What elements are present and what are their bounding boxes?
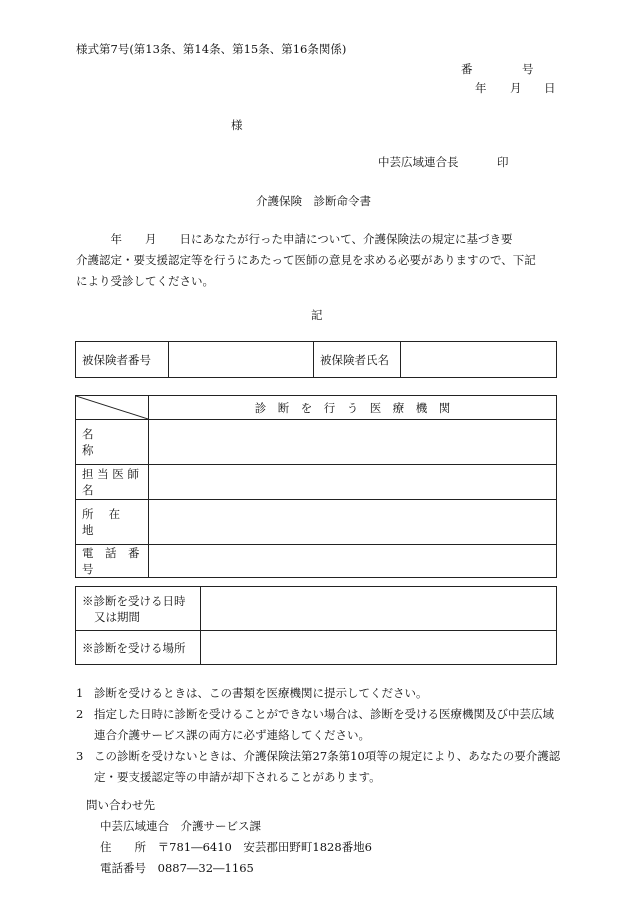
note-item <box>74 746 564 788</box>
contact-address: 〒781―6410 安芸郡田野町1828番地6 <box>157 840 372 854</box>
address-value[interactable] <box>149 500 557 545</box>
diagonal-line <box>76 396 148 419</box>
notes <box>74 683 564 788</box>
note-number: 1 <box>76 686 84 700</box>
number-line-ban: 番 <box>461 62 473 76</box>
contact-address-label: 住 所 <box>100 840 146 854</box>
insured-number-value[interactable] <box>169 342 314 378</box>
date-month: 月 <box>510 81 522 95</box>
exam-datetime-label <box>76 587 201 631</box>
exam-datetime-label-line1: ※診断を受ける日時 <box>82 593 186 608</box>
contact-phone-label: 電話番号 <box>100 861 146 875</box>
body-line-2: 介護認定・要支援認定等を行うにあたって医師の意見を求める必要がありますので、下記 <box>76 253 536 267</box>
institution-header: 診 断 を 行 う 医 療 機 関 <box>149 396 557 420</box>
note-number: 2 <box>76 707 84 721</box>
institution-name-value[interactable] <box>149 420 557 465</box>
diagonal-header-cell <box>76 396 149 420</box>
date-year: 年 <box>475 81 487 95</box>
insured-number-label: 被保険者番号 <box>76 342 169 378</box>
contact-address-row <box>100 837 372 858</box>
exam-datetime-label-line2: 又は期間 <box>94 609 140 624</box>
exam-table <box>75 586 557 665</box>
institution-name-label: 名 称 <box>76 420 149 465</box>
body-line-3: により受診してください。 <box>76 274 214 288</box>
insured-name-value[interactable] <box>401 342 557 378</box>
contact-phone-row <box>100 858 254 879</box>
exam-place-label: ※診断を受ける場所 <box>76 631 201 665</box>
ki-label: 記 <box>311 308 323 322</box>
exam-place-value[interactable] <box>201 631 557 665</box>
document-title: 介護保険 診断命令書 <box>256 194 371 208</box>
insured-table <box>75 341 557 378</box>
note-text: 指定した日時に診断を受けることができない場合は、診断を受ける医療機関及び中芸広域連合介護サービス課の両方に必ず連絡してください。 <box>94 707 554 742</box>
insured-name-label: 被保険者氏名 <box>314 342 401 378</box>
contact-org: 中芸広域連合 介護サービス課 <box>100 819 261 833</box>
contact-heading: 問い合わせ先 <box>86 798 155 812</box>
note-text: この診断を受けないときは、介護保険法第27条第10項等の規定により、あなたの要介護認定・要支援認定等の申請が却下されることがあります。 <box>94 749 561 784</box>
addressee-suffix: 様 <box>231 118 243 132</box>
body-line-1: 年 月 日にあなたが行った申請について、介護保険法の規定に基づき要 <box>76 232 513 246</box>
phone-value[interactable] <box>149 545 557 578</box>
issuer-name: 中芸広域連合長 <box>378 155 459 169</box>
number-line-go: 号 <box>522 62 534 76</box>
note-item <box>74 704 564 746</box>
note-number: 3 <box>76 749 84 763</box>
exam-datetime-value[interactable] <box>201 587 557 631</box>
form-number: 様式第7号(第13条、第14条、第15条、第16条関係) <box>76 42 347 56</box>
phone-label: 電 話 番 号 <box>76 545 149 578</box>
date-day: 日 <box>544 81 556 95</box>
address-label: 所 在 地 <box>76 500 149 545</box>
note-text: 診断を受けるときは、この書類を医療機関に提示してください。 <box>94 686 428 700</box>
doctor-name-label: 担 当 医 師 名 <box>76 465 149 500</box>
contact-phone: 0887―32―1165 <box>157 861 254 875</box>
body-paragraph <box>76 229 560 292</box>
note-item <box>74 683 564 704</box>
institution-table <box>75 395 557 578</box>
doctor-name-value[interactable] <box>149 465 557 500</box>
issuer-seal: 印 <box>497 155 509 169</box>
